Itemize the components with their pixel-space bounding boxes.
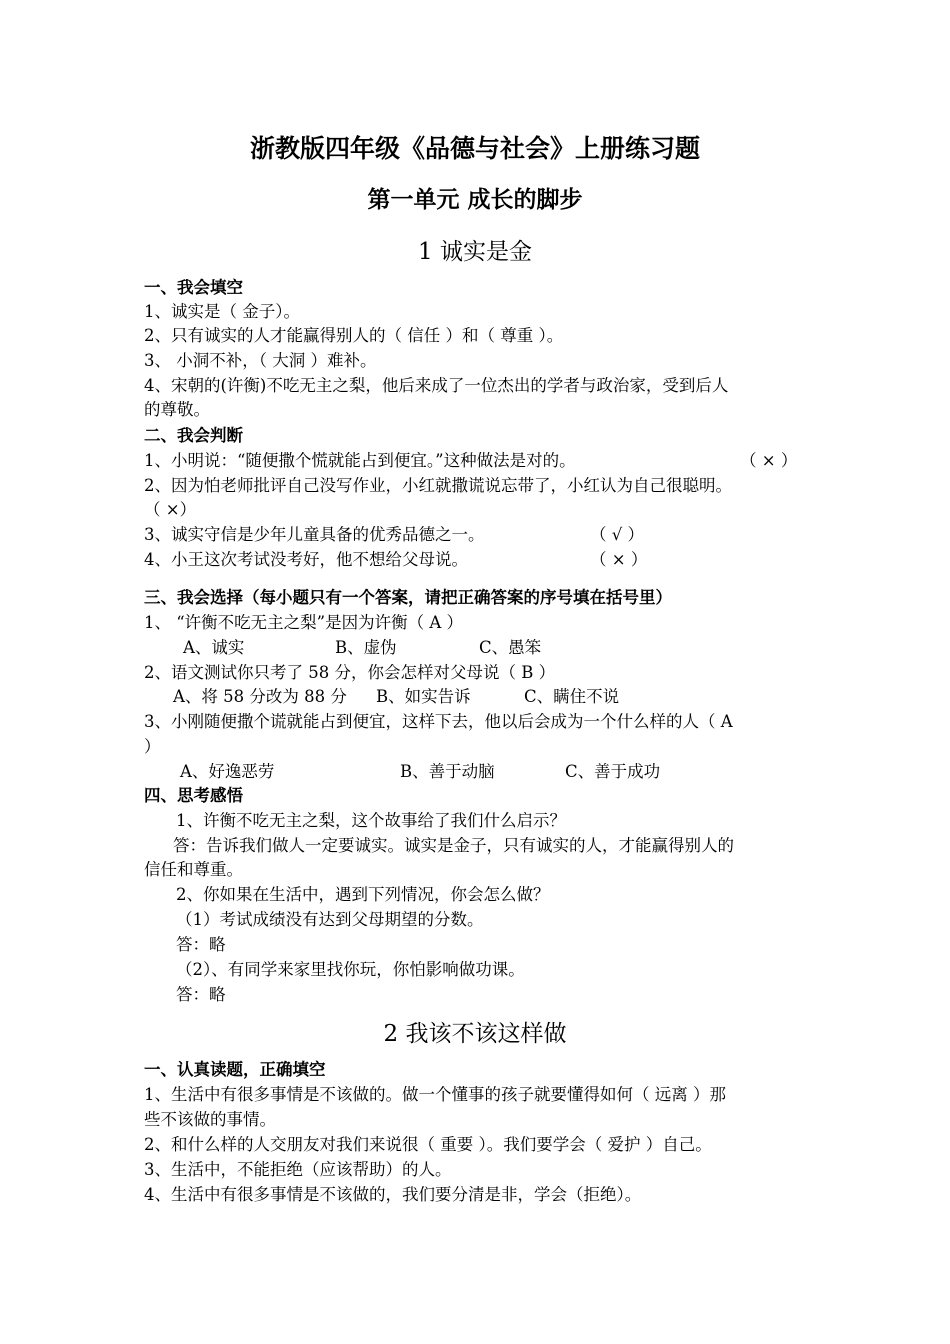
option: B、善于动脑 xyxy=(400,762,495,781)
question: 2、因为怕老师批评自己没写作业，小红就撒谎说忘带了，小红认为自己很聪明。 xyxy=(144,476,732,495)
question-continued: 些不该做的事情。 xyxy=(144,1110,276,1129)
question: 3、生活中，不能拒绝（应该帮助）的人。 xyxy=(144,1160,452,1179)
question: 1、诚实是（ 金子）。 xyxy=(144,302,300,321)
question: 4、小王这次考试没考好，他不想给父母说。 xyxy=(144,550,468,569)
question: 1、 “许衡不吃无主之梨”是因为许衡（ A ） xyxy=(144,613,464,632)
section-heading: 一、认真读题，正确填空 xyxy=(144,1060,326,1079)
answer-continued: 信任和尊重。 xyxy=(144,860,243,879)
option: A、好逸恶劳 xyxy=(180,762,275,781)
option: C、愚笨 xyxy=(479,638,542,657)
question: 2、只有诚实的人才能赢得别人的（ 信任 ）和（ 尊重 ）。 xyxy=(144,326,564,345)
answer: （ √ ） xyxy=(590,525,645,544)
option: C、瞒住不说 xyxy=(524,687,620,706)
question-continued: ） xyxy=(144,737,161,756)
option: B、虚伪 xyxy=(335,638,397,657)
question-continued: 的尊敬。 xyxy=(144,400,210,419)
question: 1、生活中有很多事情是不该做的。做一个懂事的孩子就要懂得如何（ 远离 ）那 xyxy=(144,1085,726,1104)
option: C、善于成功 xyxy=(565,762,661,781)
question: 4、宋朝的(许衡)不吃无主之梨，他后来成了一位杰出的学者与政治家，受到后人 xyxy=(144,376,729,395)
section-heading: 二、我会判断 xyxy=(144,426,243,445)
question: 2、语文测试你只考了 58 分，你会怎样对父母说（ B ） xyxy=(144,663,556,682)
document-title: 浙教版四年级《品德与社会》上册练习题 xyxy=(249,134,700,163)
section-heading: 一、我会填空 xyxy=(144,278,243,297)
unit-title: 第一单元 成长的脚步 xyxy=(367,186,583,213)
question: 1、小明说：“随便撒个慌就能占到便宜。”这种做法是对的。 xyxy=(144,451,576,470)
question: 2、你如果在生活中，遇到下列情况，你会怎么做？ xyxy=(176,885,550,904)
question: （1）考试成绩没有达到父母期望的分数。 xyxy=(176,910,484,929)
question: 3、诚实守信是少年儿童具备的优秀品德之一。 xyxy=(144,525,485,544)
answer: 答：告诉我们做人一定要诚实。诚实是金子，只有诚实的人，才能赢得别人的 xyxy=(173,836,734,855)
option: A、将 58 分改为 88 分 xyxy=(173,687,347,706)
answer: （ ×） xyxy=(144,500,197,519)
option: A、诚实 xyxy=(183,638,245,657)
option: B、如实告诉 xyxy=(376,687,471,706)
question: 4、生活中有很多事情是不该做的，我们要分清是非，学会（拒绝）。 xyxy=(144,1185,642,1204)
answer: （ × ） xyxy=(590,550,648,569)
answer: （ × ） xyxy=(740,451,798,470)
section-heading: 三、我会选择（每小题只有一个答案，请把正确答案的序号填在括号里） xyxy=(144,588,672,607)
question: 2、和什么样的人交朋友对我们来说很（ 重要 ）。我们要学会（ 爱护 ）自己。 xyxy=(144,1135,712,1154)
answer: 答：略 xyxy=(176,985,226,1004)
question: 1、许衡不吃无主之梨，这个故事给了我们什么启示？ xyxy=(176,811,566,830)
section-heading: 四、思考感悟 xyxy=(144,786,243,805)
answer: 答：略 xyxy=(176,935,226,954)
question: 3、 小洞不补，（ 大洞 ）难补。 xyxy=(144,351,377,370)
question: （2）、有同学来家里找你玩，你怕影响做功课。 xyxy=(176,960,525,979)
lesson-1-title: 1 诚实是金 xyxy=(418,239,532,265)
lesson-2-title: 2 我该不该这样做 xyxy=(383,1021,567,1047)
question: 3、小刚随便撒个谎就能占到便宜，这样下去，他以后会成为一个什么样的人（ A xyxy=(144,712,733,731)
